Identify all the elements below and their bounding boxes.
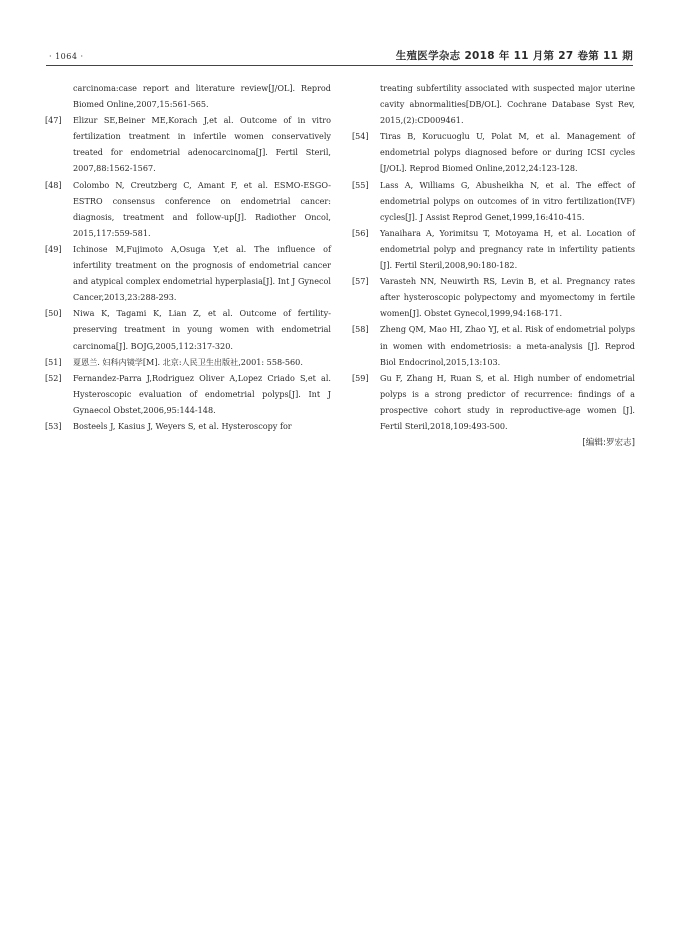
reference-item [45, 177, 331, 241]
reference-text: carcinoma:case report and literature review[J/OL]. Reprod Biomed Online,2007,15:561-565. [73, 83, 331, 110]
reference-number: [51] [45, 356, 62, 367]
reference-item [45, 241, 331, 305]
reference-item [45, 305, 331, 353]
reference-text: Fernandez-Parra J,Rodriguez Oliver A,Lopez Criado S,et al. Hysteroscopic evaluation of endometrial polyps[J]. Int J Gynaecol Obstet,2006,95:144-148. [73, 372, 331, 415]
reference-text: Zheng QM, Mao HI, Zhao YJ, et al. Risk of endometrial polyps in women with endometriosis: a meta-analysis [J]. Reprod Biol Endocrinol,2015,13:103. [380, 324, 635, 367]
reference-text: Varasteh NN, Neuwirth RS, Levin B, et al. Pregnancy rates after hysteroscopic polypectomy and myomectomy in fertile women[J]. Obstet Gynecol,1999,94:168-171. [380, 276, 635, 319]
reference-item [45, 80, 331, 112]
reference-number: [59] [352, 372, 369, 383]
reference-text: Lass A, Williams G, Abusheikha N, et al. The effect of endometrial polyps on outcomes of in vitro fertilization(IVF) cycles[J]. J Assist Reprod Genet,1999,16:410-415. [380, 179, 635, 222]
reference-text: Colombo N, Creutzberg C, Amant F, et al. ESMO-ESGO-ESTRO consensus conference on endometrial cancer: diagnosis, treatment and follow-up[J]. Radiother Oncol, 2015,117:559-581. [73, 179, 331, 238]
reference-text: Bosteels J, Kasius J, Weyers S, et al. Hysteroscopy for [73, 420, 292, 431]
reference-text: Elizur SE,Beiner ME,Korach J,et al. Outcome of in vitro fertilization treatment in infertile women conservatively treated for endometrial adenocarcinoma[J]. Fertil Steril, 2007,88:1562-1567. [73, 115, 331, 174]
reference-item [45, 370, 331, 418]
reference-item [352, 225, 635, 273]
editor-credit: [编辑:罗宏志] [582, 438, 635, 449]
page-number: · 1064 · [49, 52, 84, 61]
reference-number: [57] [352, 276, 369, 287]
reference-text: Tiras B, Korucuoglu U, Polat M, et al. Management of endometrial polyps diagnosed before or during ICSI cycles [J/OL]. Reprod Biomed Online,2012,24:123-128. [380, 131, 635, 174]
reference-list-left [45, 80, 331, 434]
reference-item [352, 128, 635, 176]
header-rule [46, 65, 633, 66]
reference-text: Yanaihara A, Yorimitsu T, Motoyama H, et al. Location of endometrial polyp and pregnancy rate in infertility patients [J]. Fertil Steril,2008,90:180-182. [380, 227, 635, 271]
journal-header: 生殖医学杂志 2018 年 11 月第 27 卷第 11 期 [395, 50, 633, 62]
reference-list-right [352, 80, 635, 451]
reference-item [352, 177, 635, 225]
reference-text: Ichinose M,Fujimoto A,Osuga Y,et al. The influence of infertility treatment on the prognosis of endometrial cancer and atypical complex endometrial hyperplasia[J]. Int J Gynecol Cancer,2013,23:288-293. [73, 243, 331, 303]
reference-number: [58] [352, 324, 369, 335]
reference-item [352, 273, 635, 321]
reference-number: [50] [45, 308, 62, 319]
reference-item [352, 80, 635, 128]
reference-number: [47] [45, 115, 62, 126]
reference-number: [55] [352, 179, 369, 190]
reference-item [352, 321, 635, 369]
reference-text: Niwa K, Tagami K, Lian Z, et al. Outcome of fertility-preserving treatment in young women with endometrial carcinoma[J]. BOJG,2005,112:317-320. [73, 308, 331, 351]
reference-number: [49] [45, 243, 62, 254]
reference-item [45, 418, 331, 434]
reference-text: 夏恩兰. 妇科内镜学[M]. 北京:人民卫生出版社,2001: 558-560. [73, 356, 303, 367]
reference-number: [56] [352, 227, 369, 238]
reference-number: [48] [45, 179, 62, 190]
reference-text: Gu F, Zhang H, Ruan S, et al. High number of endometrial polyps is a strong predictor of recurrence: findings of a prospective cohort study in reproductive-age women [J]. Fertil Steril,2018,109:493-500. [380, 372, 635, 431]
reference-number: [52] [45, 372, 62, 383]
reference-text: treating subfertility associated with suspected major uterine cavity abnormalities[DB/OL]. Cochrane Database Syst Rev, 2015,(2):CD009461. [380, 83, 635, 126]
reference-number: [54] [352, 131, 369, 142]
reference-item [352, 370, 635, 434]
reference-number: [53] [45, 420, 62, 431]
reference-item [45, 112, 331, 176]
reference-item [45, 354, 331, 370]
